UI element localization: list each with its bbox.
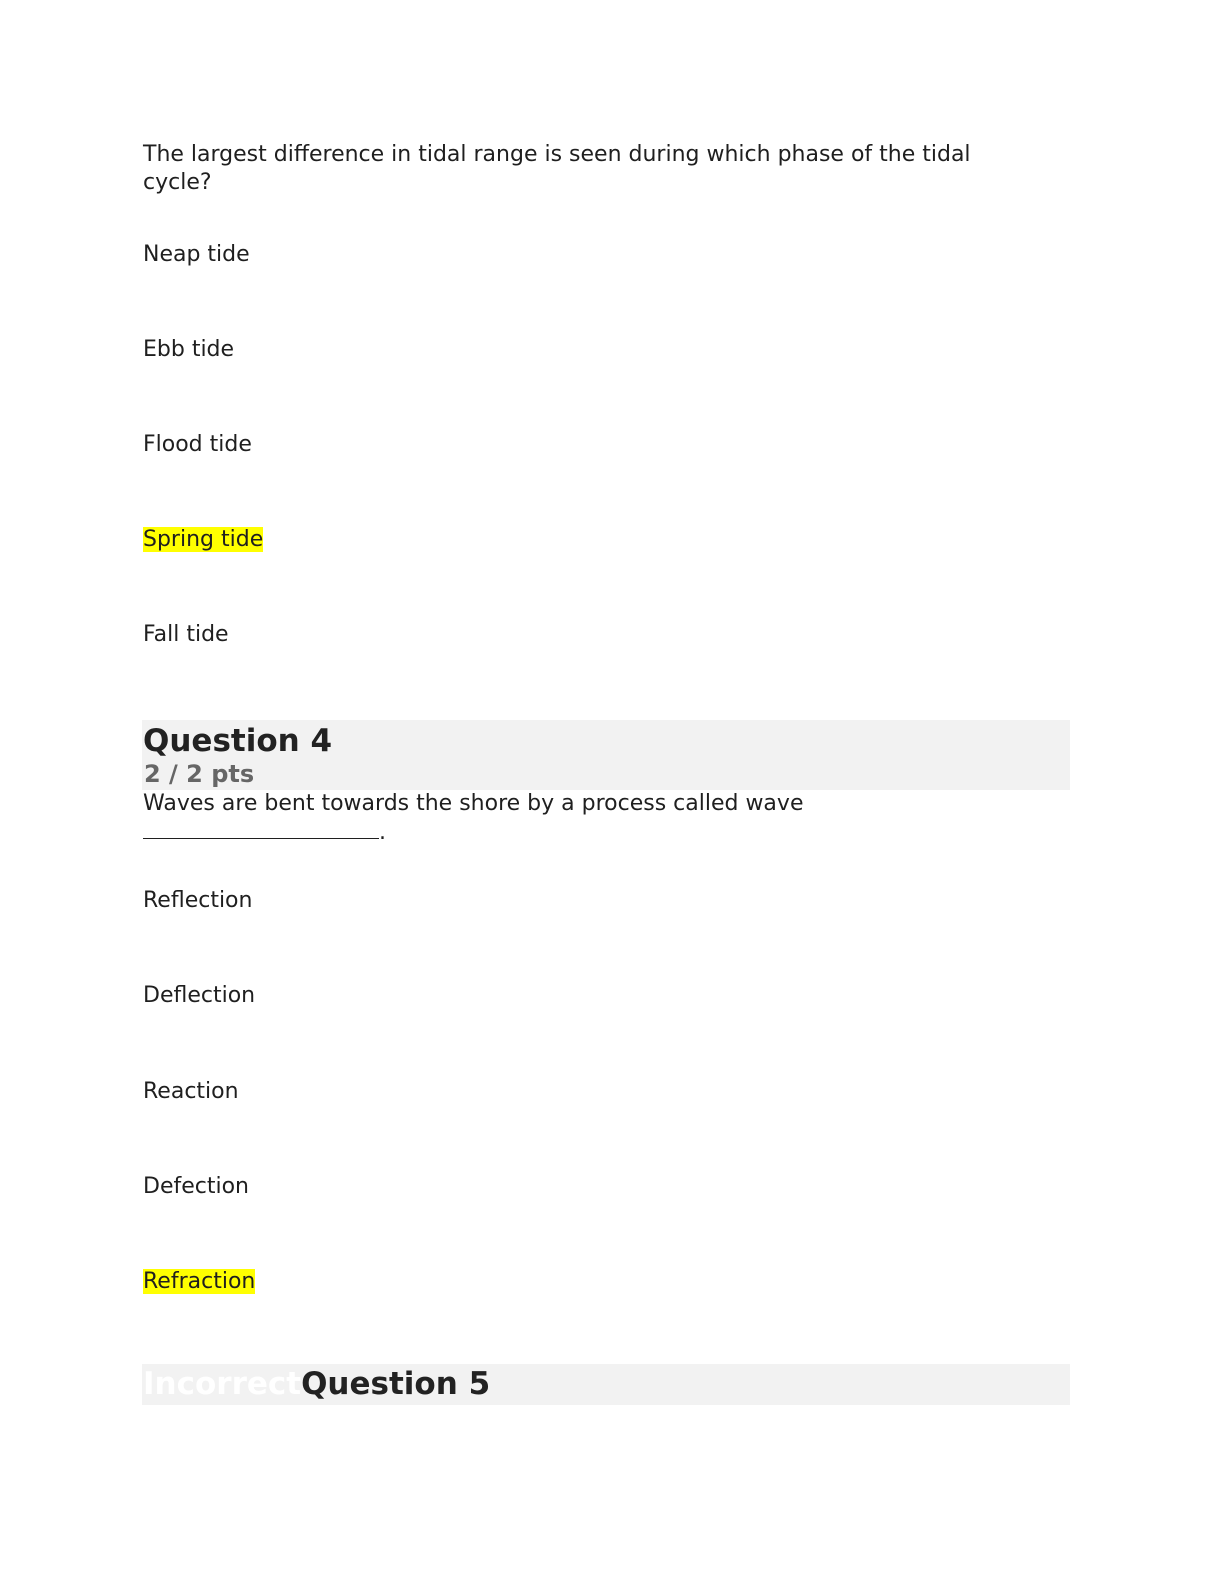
answer-option-reflection[interactable] <box>143 887 252 915</box>
answer-option-spring-tide[interactable] <box>143 526 263 554</box>
selected-answer-highlight: Spring tide <box>143 527 264 552</box>
answer-option-defection[interactable] <box>143 1173 249 1201</box>
answer-option-label: Defection <box>143 1174 249 1199</box>
fill-in-blank <box>143 818 386 847</box>
answer-option-ebb-tide[interactable] <box>143 336 234 364</box>
answer-option-fall-tide[interactable] <box>143 621 229 649</box>
question-title-row <box>143 1366 490 1402</box>
answer-option-label: Neap tide <box>143 242 250 267</box>
question-title: Question 5 <box>301 1366 491 1402</box>
blank-line <box>143 818 379 839</box>
selected-answer-highlight: Refraction <box>143 1269 256 1294</box>
answer-option-label: Fall tide <box>143 622 229 647</box>
question-3-prompt: The largest difference in tidal range is seen during which phase of the tidal cycle? <box>143 142 971 195</box>
question-5-header <box>142 1364 1070 1405</box>
question-points: 2 / 2 pts <box>144 760 255 788</box>
answer-option-label: Deflection <box>143 983 256 1008</box>
answer-option-refraction[interactable] <box>143 1268 255 1296</box>
question-title: Question 4 <box>143 723 333 759</box>
answer-option-label: Reflection <box>143 888 253 913</box>
blank-suffix: . <box>379 820 386 845</box>
question-4-header <box>142 720 1070 790</box>
answer-option-label: Reaction <box>143 1079 239 1104</box>
answer-option-neap-tide[interactable] <box>143 241 250 269</box>
answer-option-label: Flood tide <box>143 432 252 457</box>
question-status-label: Incorrect <box>143 1366 302 1402</box>
question-4-prompt: Waves are bent towards the shore by a process called wave <box>143 791 804 816</box>
answer-option-label: Ebb tide <box>143 337 235 362</box>
answer-option-flood-tide[interactable] <box>143 431 252 459</box>
answer-option-deflection[interactable] <box>143 982 255 1010</box>
answer-option-reaction[interactable] <box>143 1078 239 1106</box>
